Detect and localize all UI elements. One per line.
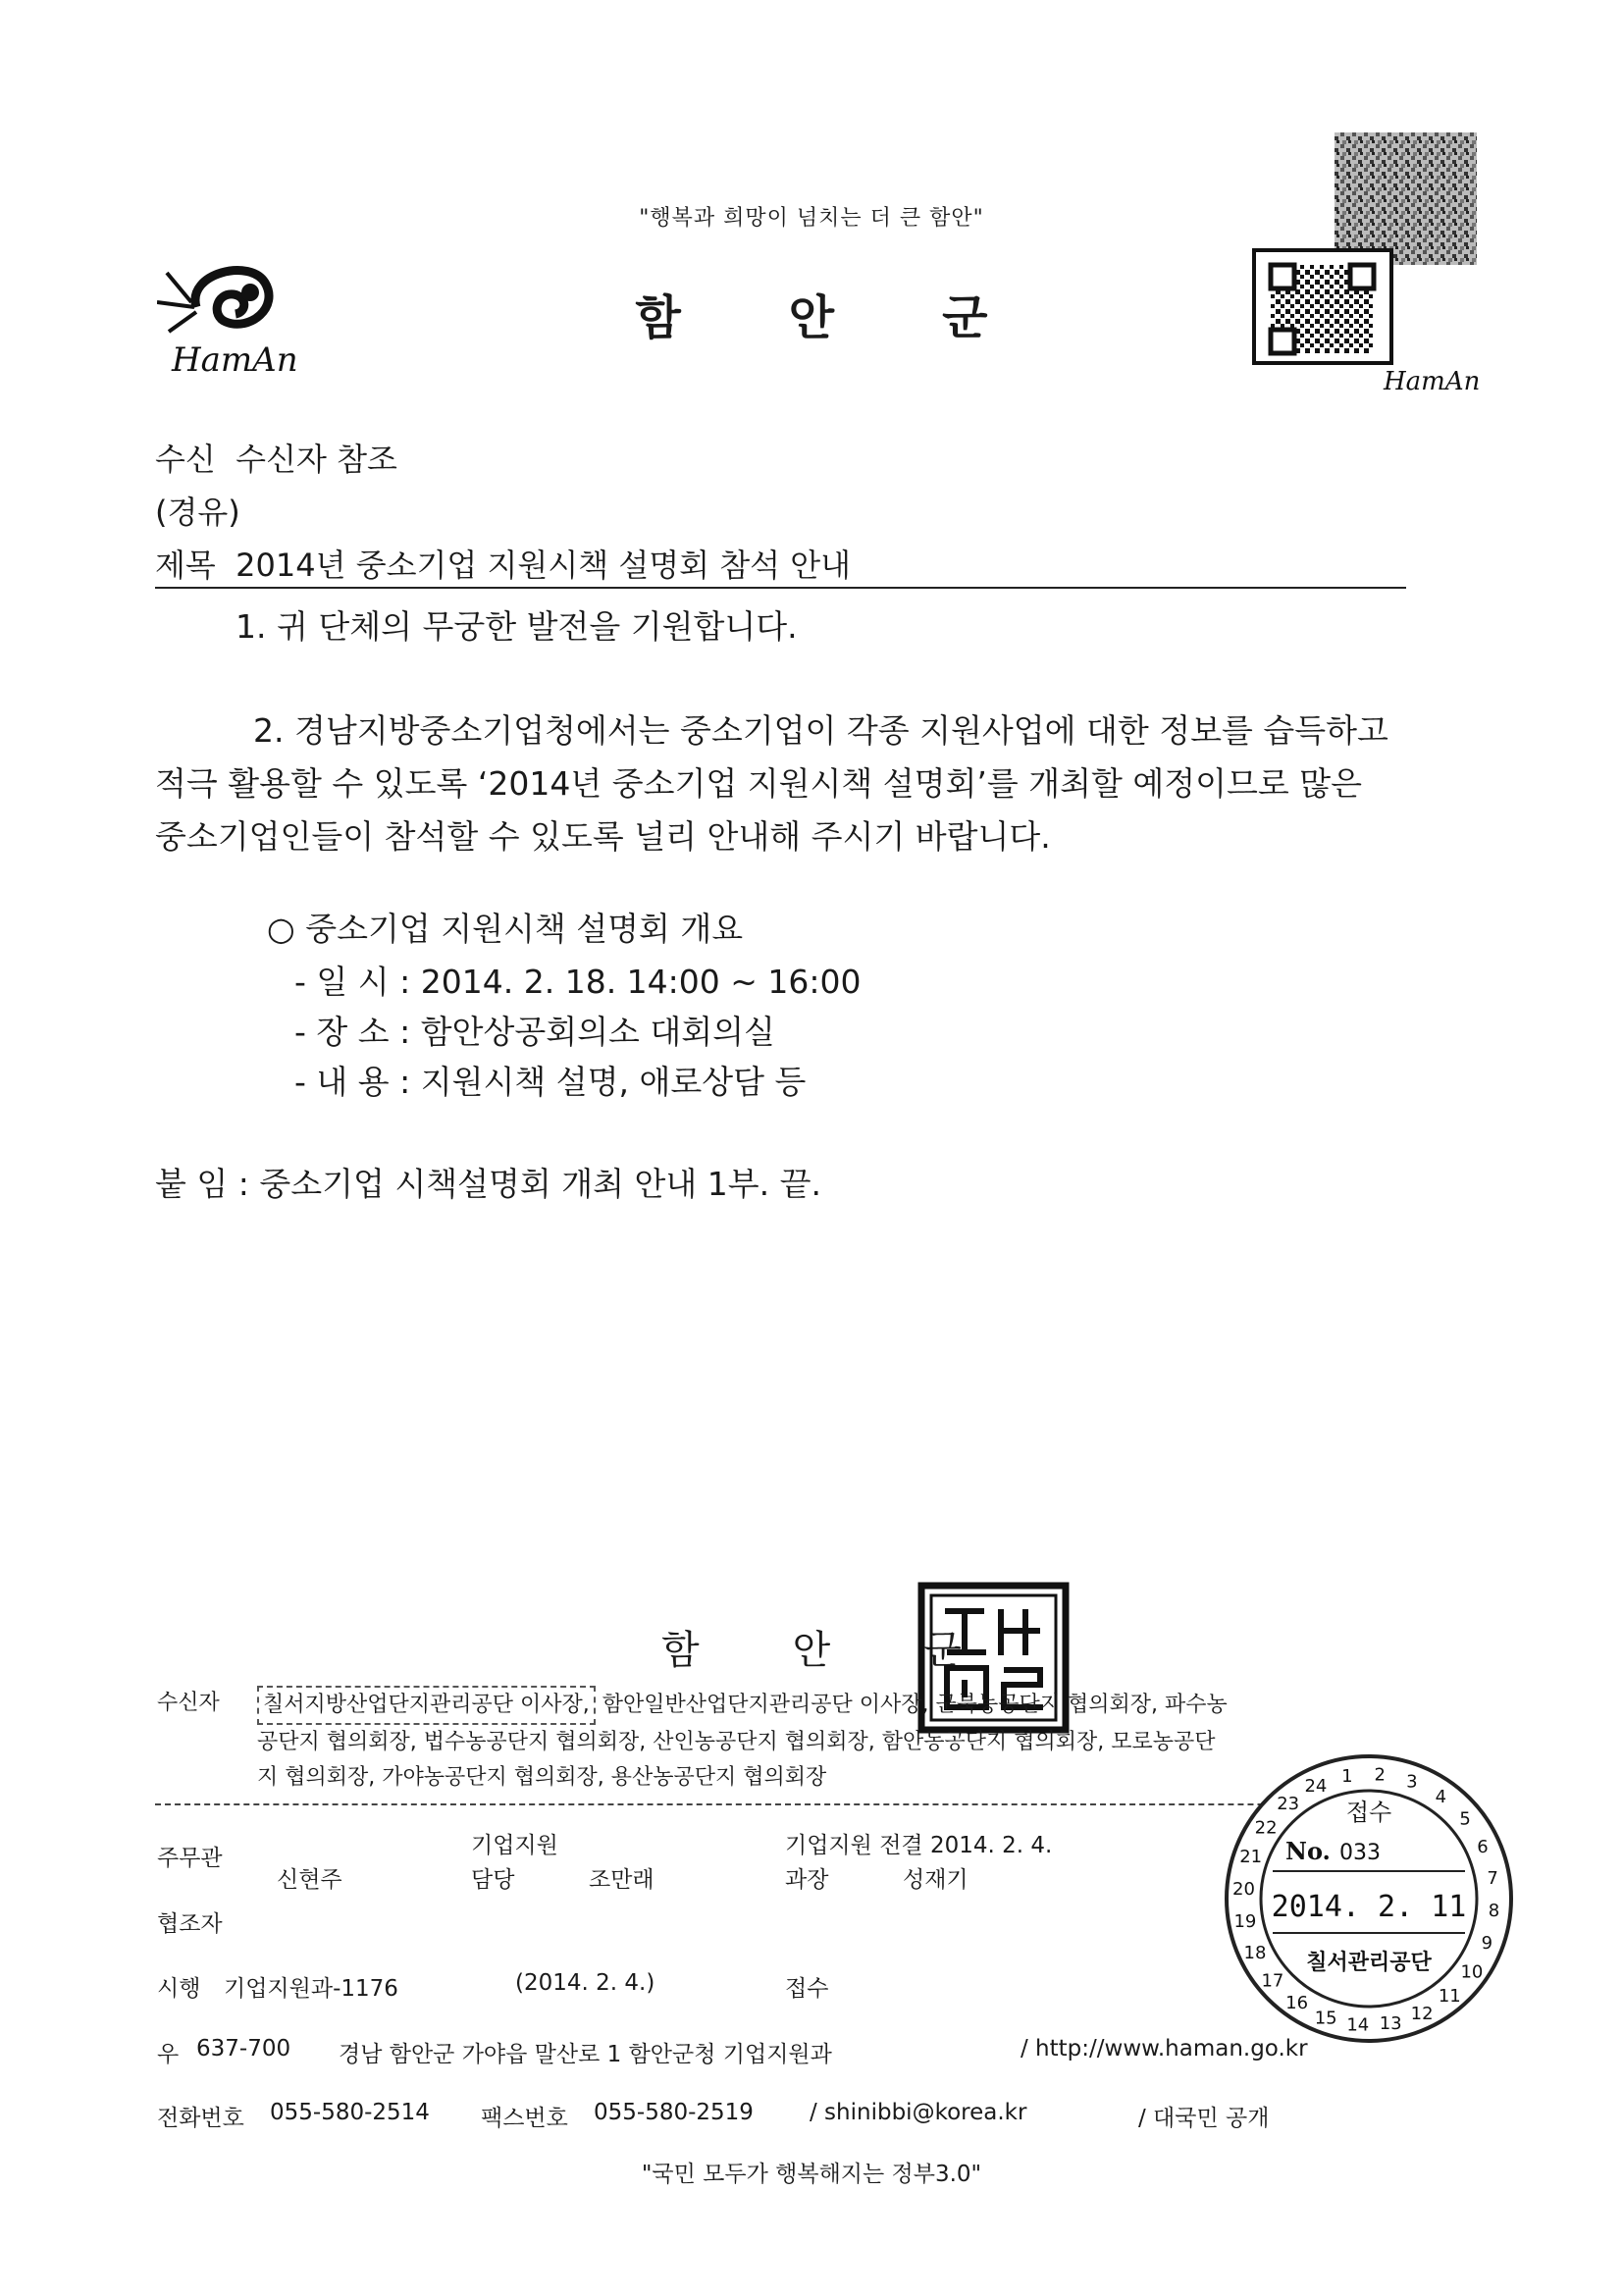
agency-title: 함안군 (635, 290, 1096, 345)
recipients-line-2: 공단지 협의회장, 법수농공단지 협의회장, 산인농공단지 협의회장, 함안농공단지 협의회장, 모로농공단 (257, 1730, 1216, 1754)
enforce-date: (2014. 2. 4.) (515, 1970, 655, 1996)
stamp-dial-number: 3 (1406, 1771, 1418, 1793)
overview-item-label: - 장 소 : (294, 1013, 411, 1051)
paragraph-1: 1. 귀 단체의 무궁한 발전을 기원합니다. (236, 607, 798, 646)
final-date: 2014. 2. 4. (929, 1833, 1053, 1858)
fax-number: 055-580-2519 (594, 2100, 754, 2125)
stamp-number: 033 (1339, 1841, 1381, 1865)
enforce-number: 기업지원과-1176 (224, 1976, 398, 2002)
stamp-dial-number: 2 (1374, 1764, 1386, 1786)
overview-item (294, 1056, 806, 1109)
paragraph-2 (155, 704, 1431, 863)
paragraph-2-line-2: 적극 활용할 수 있도록 ‘2014년 중소기업 지원시책 설명회’를 개최할 예정이므로 많은 (155, 764, 1362, 803)
overview-item-value: 2014. 2. 18. 14:00 ~ 16:00 (420, 963, 862, 1001)
paragraph-2-line-1: 2. 경남지방중소기업청에서는 중소기업이 각종 지원사업에 대한 정보를 습득하고 (253, 711, 1388, 750)
qr-code-icon[interactable] (1246, 132, 1482, 397)
subject-line (155, 541, 851, 586)
stamp-dial-number: 10 (1460, 1961, 1484, 1983)
charge-label: 담당 (471, 1867, 515, 1893)
government-motto: "국민 모두가 행복해지는 정부3.0" (641, 2162, 982, 2187)
dept-label-2: 기업지원 (785, 1833, 872, 1858)
stamp-dial-number: 6 (1477, 1836, 1489, 1857)
subject-divider (155, 587, 1406, 589)
phone-label: 전화번호 (157, 2106, 244, 2131)
recipient-label: 수신 (155, 441, 216, 478)
subject-value: 2014년 중소기업 지원시책 설명회 참석 안내 (236, 547, 852, 584)
stamp-dial-number: 1 (1341, 1765, 1353, 1787)
recipient-line (155, 435, 397, 480)
website-link[interactable]: / http://www.haman.go.kr (1021, 2036, 1308, 2061)
recipients-label: 수신자 (157, 1691, 220, 1715)
stamp-dial-number: 11 (1438, 1986, 1461, 2008)
stamp-dial-number: 7 (1487, 1867, 1498, 1889)
stamp-dial-number: 22 (1254, 1817, 1278, 1839)
stamp-dial-number: 16 (1285, 1992, 1309, 2013)
logo-text: HamAn (172, 340, 298, 380)
overview-item-label: - 일 시 : (294, 963, 411, 1001)
disclosure-status: / 대국민 공개 (1138, 2106, 1270, 2131)
signer-name: 함안군 (661, 1628, 1055, 1673)
stamp-title: 접수 (1345, 1799, 1392, 1826)
recipient-value: 수신자 참조 (236, 441, 397, 478)
stamp-dial-number: 24 (1304, 1776, 1328, 1797)
charge-name: 조만래 (589, 1867, 654, 1893)
overview-title: ○ 중소기업 지원시책 설명회 개요 (267, 910, 744, 948)
enforce-label: 시행 (157, 1976, 201, 2002)
head-name: 성재기 (903, 1867, 969, 1893)
slogan: "행복과 희망이 넘치는 더 큰 함안" (639, 206, 984, 231)
stamp-dial-number: 18 (1243, 1943, 1267, 1964)
overview-item-label: - 내 용 : (294, 1063, 411, 1101)
stamp-dial-number: 9 (1481, 1932, 1493, 1954)
qr-caption: HamAn (1384, 367, 1481, 396)
recipient-highlight: 칠서지방산업단지관리공단 이사장, (257, 1686, 596, 1725)
attachment-line: 붙 임 : 중소기업 시책설명회 개최 안내 1부. 끝. (155, 1165, 821, 1203)
stamp-dial-number: 17 (1261, 1970, 1284, 1992)
stamp-dial-number: 19 (1233, 1911, 1257, 1933)
head-label: 과장 (785, 1867, 829, 1893)
stamp-org: 칠서관리공단 (1306, 1951, 1432, 1975)
receipt-stamp-icon (1222, 1751, 1516, 2046)
overview-item (294, 1006, 775, 1059)
officer-label: 주무관 (157, 1846, 223, 1871)
final-label: 전결 (879, 1833, 923, 1858)
recipients-line-1: 함안일반산업단지관리공단 이사장, 군북농공단지 협의회장, 파수농 (595, 1693, 1228, 1717)
stamp-dial-number: 15 (1314, 2008, 1337, 2029)
coop-label: 협조자 (157, 1911, 223, 1937)
receipt-label: 접수 (785, 1976, 829, 2002)
stamp-date: 2014. 2. 11 (1271, 1890, 1467, 1924)
via-line: (경유) (155, 494, 240, 531)
overview-item-value: 지원시책 설명, 애로상담 등 (420, 1063, 807, 1101)
final-approval (785, 1827, 1052, 1859)
paragraph-2-line-3: 중소기업인들이 참석할 수 있도록 널리 안내해 주시기 바랍니다. (155, 817, 1051, 856)
fax-label: 팩스번호 (481, 2106, 568, 2131)
dept-label-1: 기업지원 (471, 1833, 558, 1858)
address: 경남 함안군 가야읍 말산로 1 함안군청 기업지원과 (339, 2042, 832, 2067)
stamp-dial-number: 12 (1410, 2004, 1434, 2024)
stamp-dial-number: 14 (1346, 2014, 1370, 2036)
stamp-dial-number: 13 (1379, 2013, 1402, 2035)
officer-name: 신현주 (277, 1867, 342, 1893)
phone-number: 055-580-2514 (270, 2100, 430, 2125)
postal-code: 637-700 (196, 2036, 291, 2061)
stamp-dial-number: 21 (1239, 1847, 1263, 1868)
stamp-dial-number: 20 (1232, 1878, 1255, 1900)
email-link[interactable]: / shinibbi@korea.kr (810, 2100, 1027, 2125)
stamp-dial-number: 5 (1459, 1808, 1471, 1830)
subject-label: 제목 (155, 547, 216, 584)
stamp-dial-number: 8 (1488, 1901, 1500, 1922)
overview-item (294, 956, 862, 1009)
stamp-number-label: No. (1285, 1837, 1331, 1865)
postal-label: 우 (157, 2042, 180, 2067)
stamp-dial-number: 23 (1277, 1793, 1300, 1814)
overview-item-value: 함안상공회의소 대회의실 (420, 1013, 775, 1051)
recipients-line-3: 지 협의회장, 가야농공단지 협의회장, 용산농공단지 협의회장 (257, 1765, 827, 1790)
stamp-dial-number: 4 (1435, 1787, 1447, 1808)
